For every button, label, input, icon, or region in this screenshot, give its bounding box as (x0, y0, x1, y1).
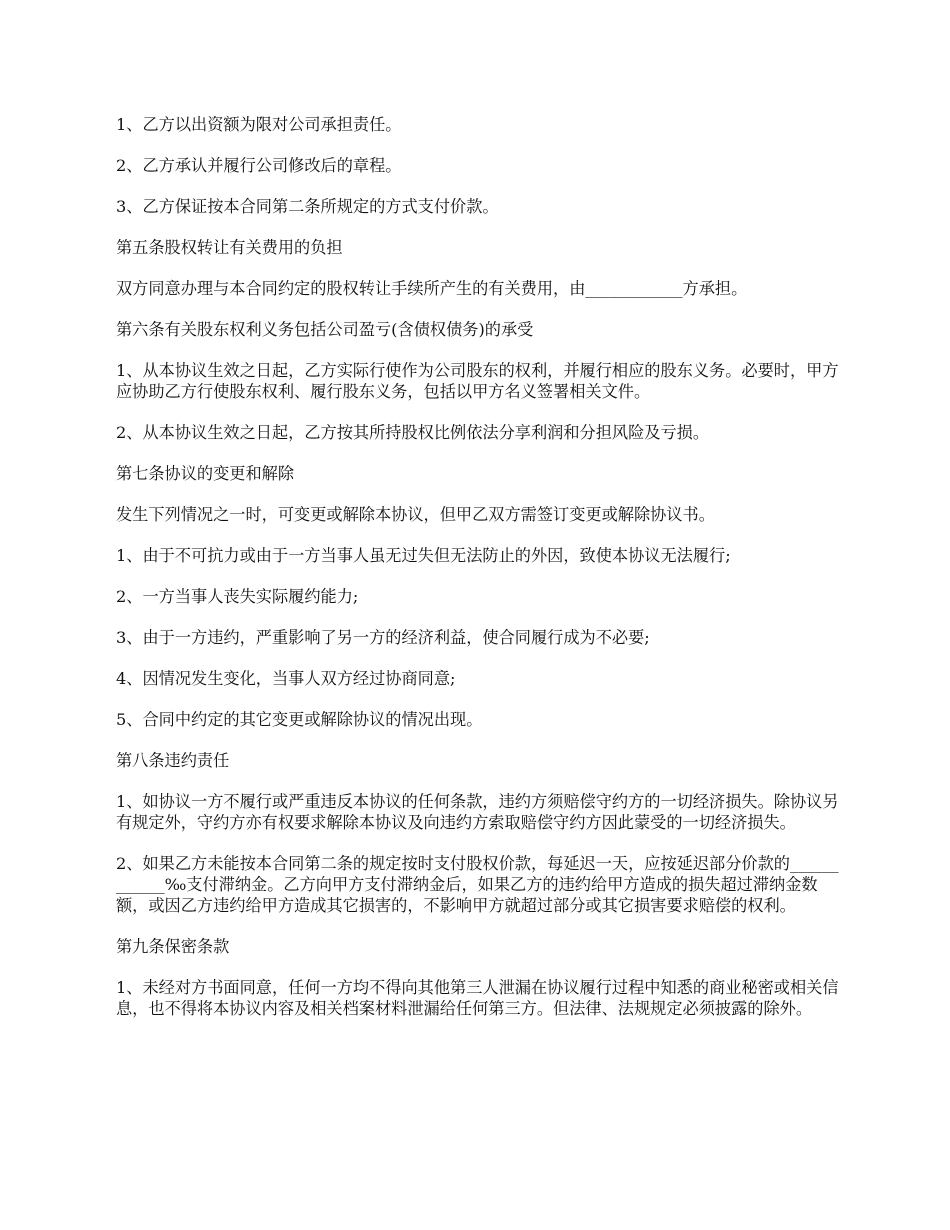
clause-item: 2、从本协议生效之日起，乙方按其所持股权比例依法分享利润和分担风险及亏损。 (116, 423, 710, 442)
clause-text: 发生下列情况之一时，可变更或解除本协议，但甲乙双方需签订变更或解除协议书。 (116, 505, 715, 524)
clause-item: 1、如协议一方不履行或严重违反本协议的任何条款，违约方须赔偿守约方的一切经济损失。除协议另有规定外，守约方亦有权要求解除本协议及向违约方索取赔偿守约方因此蒙受的一切经济损失。 (116, 792, 839, 832)
section-heading: 第八条违约责任 (116, 751, 230, 770)
clause-item: 1、从本协议生效之日起，乙方实际行使作为公司股东的权利，并履行相应的股东义务。必要时，甲方应协助乙方行使股东权利、履行股东义务，包括以甲方名义签署相关文件。 (116, 361, 839, 401)
clause-item: 2、乙方承认并履行公司修改后的章程。 (116, 156, 402, 175)
clause-item: 3、乙方保证按本合同第二条所规定的方式支付价款。 (116, 197, 499, 216)
document-body (116, 114, 844, 1039)
section-heading: 第五条股权转让有关费用的负担 (116, 238, 343, 257)
clause-item: 5、合同中约定的其它变更或解除协议的情况出现。 (116, 710, 483, 729)
clause-item: 4、因情况发生变化，当事人双方经过协商同意; (116, 669, 456, 688)
section-heading: 第九条保密条款 (116, 937, 230, 956)
clause-item: 2、如果乙方未能按本合同第二条的规定按时支付股权价款，每延迟一天，应按延迟部分价款的____________‰支付滞纳金。乙方向甲方支付滞纳金后，如果乙方的违约给甲方造成的损失超过滞纳金数额，或因乙方违约给甲方造成其它损害的，不影响甲方就超过部分或其它损害要求赔偿的权利。 (116, 854, 839, 915)
clause-item: 1、未经对方书面同意，任何一方均不得向其他第三人泄漏在协议履行过程中知悉的商业秘密或相关信息，也不得将本协议内容及相关档案材料泄漏给任何第三方。但法律、法规规定必须披露的除外。 (116, 978, 839, 1018)
clause-item: 2、一方当事人丧失实际履约能力; (116, 587, 359, 606)
section-heading: 第六条有关股东权利义务包括公司盈亏(含债权债务)的承受 (116, 320, 534, 339)
clause-item: 1、由于不可抗力或由于一方当事人虽无过失但无法防止的外因，致使本协议无法履行; (116, 546, 731, 565)
clause-text: 双方同意办理与本合同约定的股权转让手续所产生的有关费用，由____________方承担。 (116, 279, 748, 298)
clause-item: 1、乙方以出资额为限对公司承担责任。 (116, 115, 402, 134)
section-heading: 第七条协议的变更和解除 (116, 464, 295, 483)
clause-item: 3、由于一方违约，严重影响了另一方的经济利益，使合同履行成为不必要; (116, 628, 650, 647)
